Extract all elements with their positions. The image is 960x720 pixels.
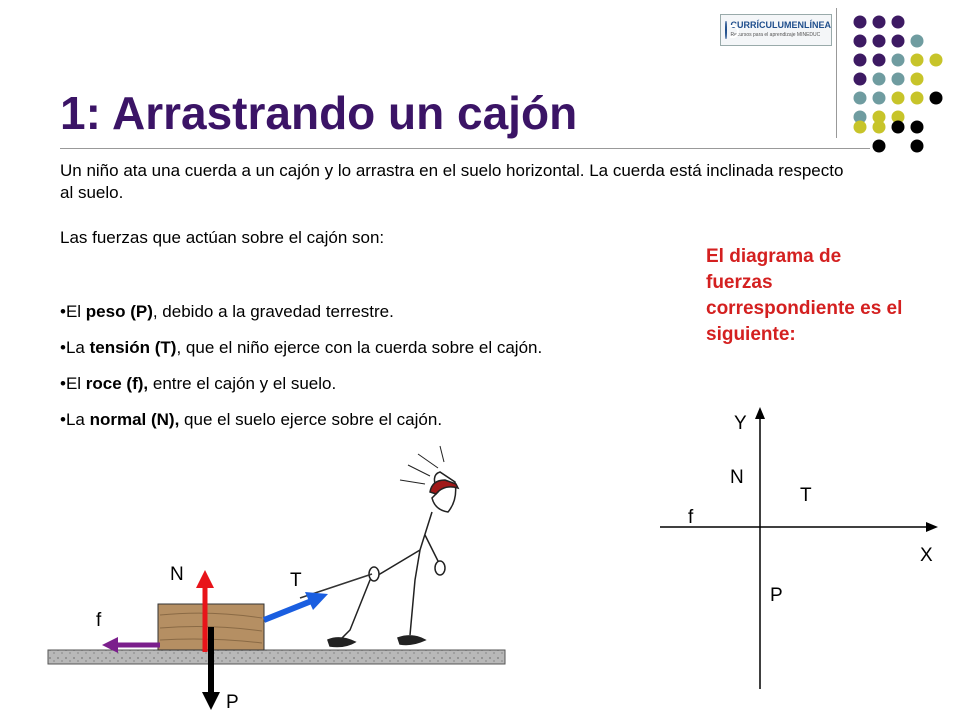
forces-list xyxy=(60,302,542,446)
logo-name: CURRÍCULUMENLÍNEA xyxy=(730,20,831,30)
bullet-term: tensión (T) xyxy=(89,338,177,357)
bullet-text: entre el cajón y el suelo. xyxy=(148,374,337,393)
x-axis-label: X xyxy=(920,545,933,566)
bullet-prefix: •La xyxy=(60,338,90,357)
tension-arrow xyxy=(264,592,328,620)
friction-label: f xyxy=(96,610,102,631)
logo-text xyxy=(731,20,832,40)
y-axis-label: Y xyxy=(734,413,747,434)
logo-tagline: Recursos para el aprendizaje MINEDUC xyxy=(730,32,821,38)
diagram-note: El diagrama de fuerzas correspondiente es el siguiente: xyxy=(706,246,903,345)
bullet-prefix: •La xyxy=(60,410,90,429)
boy-figure xyxy=(328,446,458,647)
logo-icon xyxy=(725,21,727,39)
bullet-term: peso (P) xyxy=(85,302,153,321)
diagram-friction-label: f xyxy=(688,507,694,528)
diagram-normal-label: N xyxy=(730,467,744,488)
normal-label: N xyxy=(170,564,184,585)
list-item xyxy=(60,302,542,338)
bullet-prefix: •El xyxy=(60,374,86,393)
decorative-dot-grid xyxy=(840,10,950,160)
force-diagram xyxy=(640,395,950,695)
tension-label: T xyxy=(290,570,302,591)
list-item xyxy=(60,374,542,410)
bullet-term: normal (N), xyxy=(89,410,180,429)
curriculum-logo xyxy=(720,14,832,46)
slide-title: 1: Arrastrando un cajón xyxy=(60,87,578,139)
diagram-tension-label: T xyxy=(800,485,812,506)
bullet-term: roce (f), xyxy=(85,374,149,393)
weight-label: P xyxy=(226,692,239,713)
y-axis xyxy=(755,407,765,689)
box-drag-illustration xyxy=(0,440,520,720)
bullet-text: , que el niño ejerce con la cuerda sobre el cajón. xyxy=(176,338,543,357)
diagram-weight-label: P xyxy=(770,585,783,606)
bullet-text: que el suelo ejerce sobre el cajón. xyxy=(179,410,443,429)
forces-lead: Las fuerzas que actúan sobre el cajón son: xyxy=(60,228,385,247)
x-axis xyxy=(660,522,938,532)
decorative-vertical-rule xyxy=(836,8,837,138)
intro-paragraph: Un niño ata una cuerda a un cajón y lo arrastra en el suelo horizontal. La cuerda está inclinada respecto al suelo. xyxy=(60,161,844,202)
list-item xyxy=(60,338,542,374)
bullet-text: , debido a la gravedad terrestre. xyxy=(152,302,394,321)
decorative-horizontal-rule xyxy=(60,148,870,149)
bullet-prefix: •El xyxy=(60,302,86,321)
